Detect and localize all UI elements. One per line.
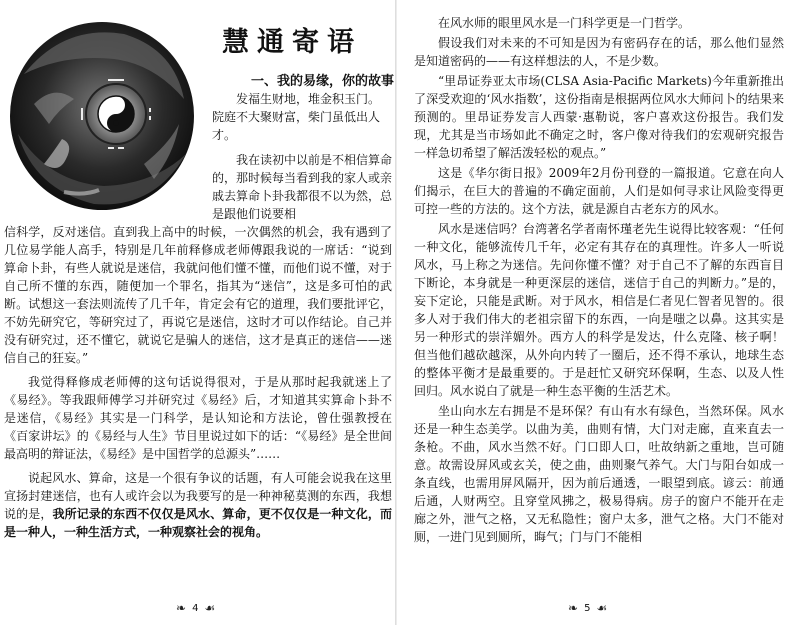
right-body-text [414, 14, 784, 546]
paragraph: 这是《华尔街日报》2009年2月份刊登的一篇报道。它意在向人们揭示，在巨大的普遍的不确定面前，人们是如何寻求让风险变得更可控一些的方法的。这个方法，就是源自古老东方的风水。 [414, 166, 784, 216]
paragraph: 假设我们对未来的不可知是因为有密码存在的话，那么他们显然是知道密码的——有这样想法的人，不是少数。 [414, 36, 784, 68]
ornament-icon: ☙ [596, 601, 608, 615]
page-number-left [176, 601, 215, 615]
page-number: 5 [584, 602, 591, 614]
poem [212, 90, 392, 144]
closing-paragraph [4, 469, 392, 541]
page-number-right [568, 601, 607, 615]
page-number: 4 [192, 602, 199, 614]
ornament-icon: ☙ [204, 601, 216, 615]
paragraph: 在风水师的眼里风水是一门科学更是一门哲学。 [438, 16, 691, 30]
closing-text: 说起风水、算命，这是一个很有争议的话题，有人可能会说我在这里宣扬封建迷信，也有人或许会以为我要写的是一种神秘莫测的东西，我想说的是， [4, 471, 392, 521]
section-heading: 一、我的易缘，你的故事 [250, 74, 394, 89]
wrapped-paragraph: 我在读初中以前是不相信算命的，那时候每当看到我的家人或亲戚去算命卜卦我都很不以为然，总是跟他们说要相 [212, 153, 393, 221]
paragraph: 风水是迷信吗？台湾著名学者南怀瑾老先生说得比较客观：“任何一种文化，能够流传几千年，必定有其存在的真理性。许多人一听说风水，马上称之为迷信。先问你懂不懂？对于自己不了解的东西盲目下断论，本身就是一种更深层的迷信，迷信于自己的判断力。”是的，妄下定论，只能是武断。对于风水，相信是仁者见仁智者见智的。很多人对于我们伟大的老祖宗留下的东西，一向是嗤之以鼻。这其实是另一种形式的崇洋媚外。西方人的科学是发达，什么克隆、核子啊！但当他们越砍越深，从外向内转了一圈后，还不得不承认，地球生态的整体平衡才是最重要的。于是赶忙又研究环保啊，生态、以及人性回归。风水说白了就是一种生态平衡的生活艺术。 [414, 222, 784, 398]
left-page [0, 0, 396, 625]
left-body-text [4, 223, 392, 541]
paragraph: 我觉得释修成老师傅的这句话说得很对，于是从那时起我就迷上了《易经》。等我跟师傅学习并研究过《易经》后，才知道其实算命卜卦不是迷信，《易经》其实是一门科学，是认知论和方法论，曾仕强教授在《百家讲坛》的《易经与人生》节目里说过如下的话：“《易经》是全世间最高明的辩证法，《易经》是中国哲学的总源头”…… [4, 375, 392, 461]
paragraph: 坐山向水左右拥是不是环保？有山有水有绿色，当然环保。风水还是一种生态美学。以曲为美，曲则有情，大门对走廊，直来直去一条枪。不曲，风水当然不好。门口即人口，吐故纳新之重地，岂可随意。故需设屏风或玄关，使之曲，曲则聚气养气。大门与阳台如成一条直线，也需用屏风隔开，因为前后通透，一眼望到底。谚云：前通后通，人财两空。且穿堂风拂之，极易得病。房子的窗户不能开在走廊之外，泄气之格，又无私隐性；窗户太多，泄气之格。大门不能对厕，一进门见到厕所，晦气；门与门不能相 [414, 404, 784, 544]
dragon-bagua-emblem-icon [4, 14, 200, 214]
poem-line: 院庭不大聚财富，柴门虽低出人才。 [212, 110, 381, 142]
poem-line: 发福生财地，堆金积玉门。 [236, 92, 381, 106]
paragraph: “里昂证券亚太市场(CLSA Asia-Pacific Markets)今年重新推出了深受欢迎的‘风水指数’，这份指南是根据两位风水大师问卜的结果来预测的。里昂证券发言人西蒙·惠勒说，客户喜欢这份报告。我们发现，尤其是当市场如此不确定之时，客户像对待我们的宏观研究报告一样急切希望了解活泼轻松的观点。” [414, 74, 784, 160]
closing-bold-text: 我所记录的东西不仅仅是风水、算命，更不仅仅是一种文化，而是一种人，一种生活方式，一种观察社会的视角。 [4, 507, 392, 539]
page-title: 慧通寄语 [222, 27, 362, 58]
ornament-icon: ❧ [176, 601, 187, 615]
paragraph: 信科学，反对迷信。直到我上高中的时候，一次偶然的机会，我有遇到了几位易学能人高手，特别是几年前释修成老师傅跟我说的一席话：“说到算命卜卦，有些人就说是迷信，我就问他们懂不懂，而他们说不懂，对于自己所不懂的东西，随便加一个罪名，指其为“迷信”，这是多可怕的武断。试想这一套法则流传了几千年，肯定会有它的道理，我们要批评它，不妨先研究它，等研究过了，再说它是迷信，这时才可以作结论。自己并没有研究过，还不懂它，就说它是骗人的迷信，这才是真正的迷信——迷信自己的狂妄。” [4, 225, 392, 365]
ornament-icon: ❧ [568, 601, 579, 615]
